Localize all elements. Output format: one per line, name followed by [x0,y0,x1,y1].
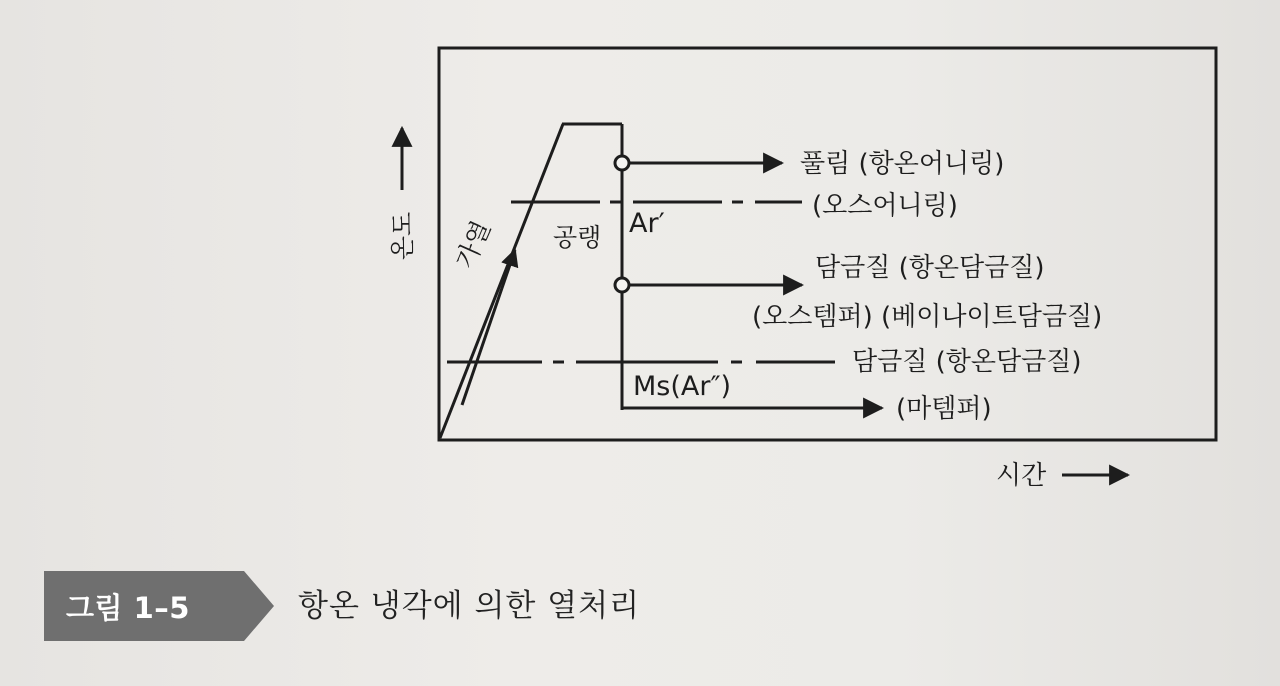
austemper-label: (오스템퍼) (베이나이트담금질) [752,302,1103,332]
heating-arrow [462,250,515,405]
aus-annealing-label: (오스어니링) [812,191,958,221]
austemper-point [615,278,629,292]
annealing-label: 풀림 (항온어니링) [800,149,1005,179]
heating-line [440,124,563,438]
time-axis-label: 시간 [996,461,1047,491]
annealing-point [615,156,629,170]
heating-label: 가열 [450,216,497,273]
figure-number: 그림 1–5 [66,591,190,625]
air-cool-label: 공랭 [553,223,602,252]
ms-label: Ms(Ar″) [633,371,732,402]
ar1-label: Ar′ [629,208,665,239]
temperature-axis-label: 온도 [388,211,417,261]
figure-title: 항온 냉각에 의한 열처리 [298,588,641,624]
martemper-label: (마템퍼) [896,394,992,424]
ms-quench-label: 담금질 (항온담금질) [852,347,1082,377]
isothermal-quench-label: 담금질 (항온담금질) [815,253,1045,283]
